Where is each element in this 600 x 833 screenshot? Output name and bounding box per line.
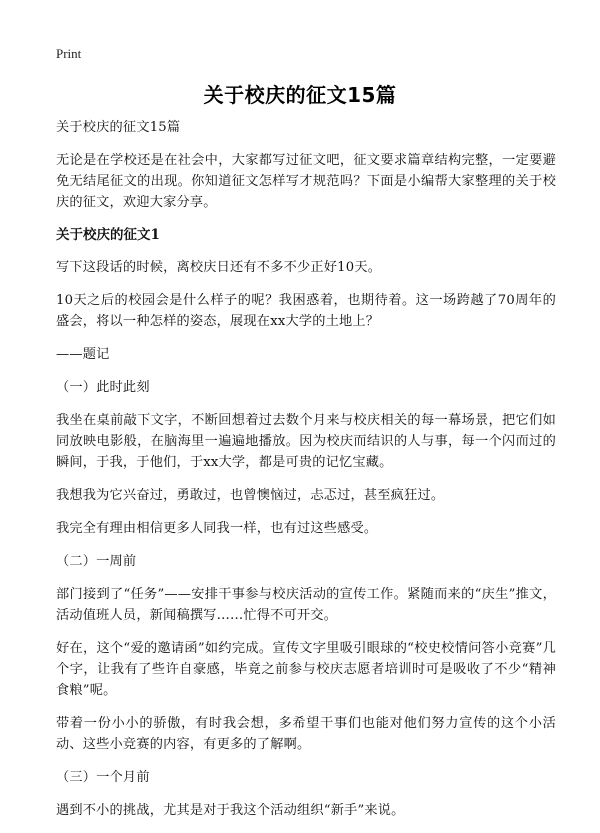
document-title: 关于校庆的征文15篇 — [203, 83, 397, 107]
print-link[interactable]: Print — [56, 46, 82, 61]
paragraph: 好在，这个“爱的邀请函”如约完成。宣传文字里吸引眼球的“校史校情问答小竞赛”几个字，让我有了些许自豪感，毕竟之前参与校庆志愿者培训时可是吸收了不少“精神食粮”呢。 — [56, 641, 556, 698]
document-subtitle: 关于校庆的征文15篇 — [56, 120, 181, 135]
part-title: （一）此时此刻 — [56, 380, 150, 395]
paragraph: 我完全有理由相信更多人同我一样，也有过这些感受。 — [56, 521, 378, 536]
paragraph: 我坐在桌前敲下文字，不断回想着过去数个月来与校庆相关的每一幕场景，把它们如同放映电影般，在脑海里一遍遍地播放。因为校庆而结识的人与事，每一个闪而过的瞬间，于我，于他们，于xx大学，都是可贵的记忆宝藏。 — [56, 413, 556, 470]
part-title: （二）一周前 — [56, 554, 137, 569]
paragraph: 写下这段话的时候，离校庆日还有不多不少正好10天。 — [56, 260, 382, 275]
section-heading: 关于校庆的征文1 — [56, 227, 160, 243]
paragraph: 我想我为它兴奋过，勇敢过，也曾懊恼过，忐忑过，甚至疯狂过。 — [56, 488, 445, 503]
epigraph-signature: ——题记 — [56, 347, 110, 362]
paragraph: 10天之后的校园会是什么样子的呢？我困惑着，也期待着。这一场跨越了70周年的盛会，将以一种怎样的姿态，展现在xx大学的土地上？ — [56, 293, 556, 329]
paragraph: 遇到不小的挑战，尤其是对于我这个活动组织“新手”来说。 — [56, 803, 405, 818]
paragraph: 带着一份小小的骄傲，有时我会想，多希望干事们也能对他们努力宣传的这个小活动、这些小竞赛的内容，有更多的了解啊。 — [56, 716, 556, 752]
paragraph: 部门接到了“任务”——安排干事参与校庆活动的宣传工作。紧随而来的“庆生”推文，活动值班人员，新闻稿撰写……忙得不可开交。 — [56, 587, 556, 623]
intro-paragraph: 无论是在学校还是在社会中，大家都写过征文吧，征文要求篇章结构完整，一定要避免无结尾征文的出现。你知道征文怎样写才规范吗？下面是小编帮大家整理的关于校庆的征文，欢迎大家分享。 — [56, 153, 556, 210]
document-body — [56, 117, 556, 833]
part-title: （三）一个月前 — [56, 770, 150, 785]
